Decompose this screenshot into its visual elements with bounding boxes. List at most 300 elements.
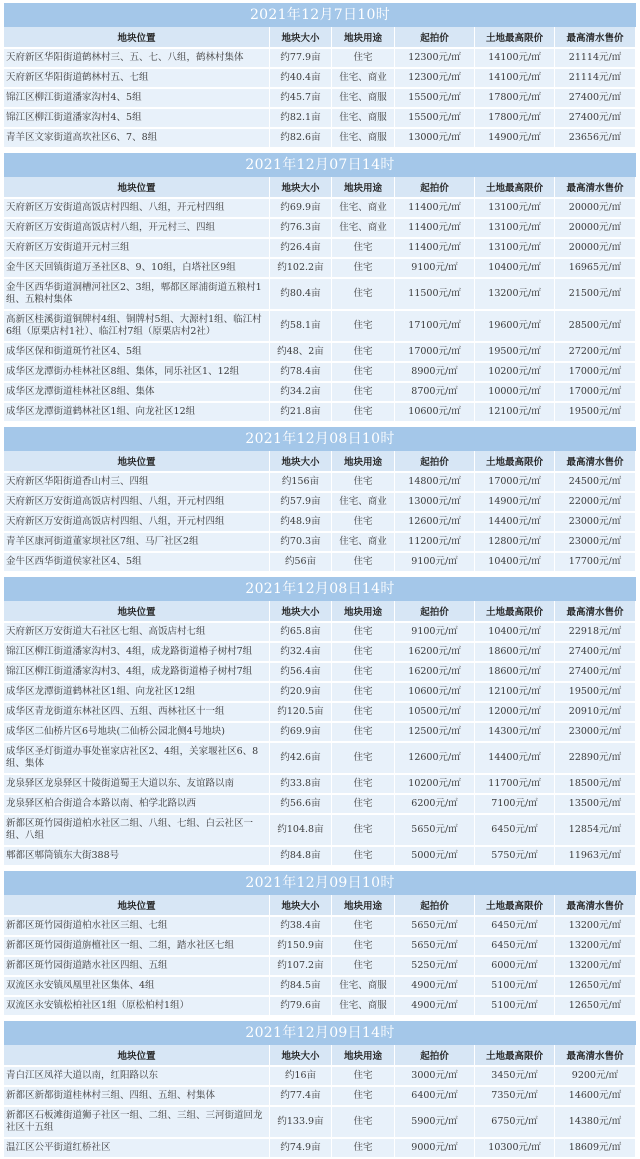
column-header-usage: 地块用途 bbox=[332, 451, 395, 473]
parcel-usage: 住宅 bbox=[332, 553, 395, 573]
table-row bbox=[4, 69, 636, 89]
session-title: 2021年12月07日14时 bbox=[4, 153, 636, 177]
column-header-start-price: 起拍价 bbox=[395, 895, 475, 917]
table-header-row bbox=[4, 27, 636, 49]
parcel-usage: 住宅 bbox=[332, 311, 395, 343]
parcel-usage: 住宅、商服 bbox=[332, 997, 395, 1017]
max-land-price: 7350元/㎡ bbox=[475, 1087, 555, 1107]
start-price: 12600元/㎡ bbox=[395, 513, 475, 533]
parcel-usage: 住宅 bbox=[332, 815, 395, 847]
start-price: 9100元/㎡ bbox=[395, 553, 475, 573]
parcel-usage: 住宅 bbox=[332, 847, 395, 867]
parcel-location: 龙泉驿区龙泉驿区十陵街道蜀王大道以东、友谊路以南 bbox=[4, 775, 270, 795]
land-parcel-table bbox=[4, 601, 636, 867]
parcel-size: 约78.4亩 bbox=[270, 363, 332, 383]
max-sale-price: 13200元/㎡ bbox=[555, 957, 636, 977]
column-header-location: 地块位置 bbox=[4, 895, 270, 917]
session-title: 2021年12月08日10时 bbox=[4, 427, 636, 451]
parcel-location: 天府新区华阳街道鹤林村五、七组 bbox=[4, 69, 270, 89]
start-price: 15500元/㎡ bbox=[395, 109, 475, 129]
parcel-usage: 住宅 bbox=[332, 1139, 395, 1159]
table-row bbox=[4, 957, 636, 977]
max-sale-price: 14380元/㎡ bbox=[555, 1107, 636, 1139]
table-row bbox=[4, 997, 636, 1017]
parcel-usage: 住宅 bbox=[332, 403, 395, 423]
table-row bbox=[4, 977, 636, 997]
parcel-usage: 住宅 bbox=[332, 1067, 395, 1087]
max-land-price: 13100元/㎡ bbox=[475, 219, 555, 239]
max-land-price: 10300元/㎡ bbox=[475, 1139, 555, 1159]
parcel-usage: 住宅 bbox=[332, 343, 395, 363]
parcel-usage: 住宅 bbox=[332, 723, 395, 743]
table-row bbox=[4, 1087, 636, 1107]
column-header-max-land-price: 土地最高限价 bbox=[475, 1045, 555, 1067]
auction-session bbox=[4, 427, 636, 573]
parcel-size: 约26.4亩 bbox=[270, 239, 332, 259]
parcel-usage: 住宅 bbox=[332, 279, 395, 311]
parcel-size: 约33.8亩 bbox=[270, 775, 332, 795]
parcel-usage: 住宅 bbox=[332, 743, 395, 775]
parcel-location: 郫都区郫筒镇东大街388号 bbox=[4, 847, 270, 867]
parcel-size: 约58.1亩 bbox=[270, 311, 332, 343]
max-land-price: 5100元/㎡ bbox=[475, 977, 555, 997]
parcel-size: 约69.9亩 bbox=[270, 723, 332, 743]
max-land-price: 10400元/㎡ bbox=[475, 553, 555, 573]
max-sale-price: 11963元/㎡ bbox=[555, 847, 636, 867]
max-sale-price: 12650元/㎡ bbox=[555, 977, 636, 997]
parcel-usage: 住宅 bbox=[332, 703, 395, 723]
max-land-price: 13100元/㎡ bbox=[475, 239, 555, 259]
start-price: 5650元/㎡ bbox=[395, 917, 475, 937]
parcel-usage: 住宅 bbox=[332, 937, 395, 957]
parcel-location: 成华区二仙桥片区6号地块(二仙桥公园北侧4号地块) bbox=[4, 723, 270, 743]
parcel-size: 约79.6亩 bbox=[270, 997, 332, 1017]
parcel-size: 约48、2亩 bbox=[270, 343, 332, 363]
parcel-size: 约77.4亩 bbox=[270, 1087, 332, 1107]
max-land-price: 14900元/㎡ bbox=[475, 129, 555, 149]
parcel-size: 约32.4亩 bbox=[270, 643, 332, 663]
max-sale-price: 18500元/㎡ bbox=[555, 775, 636, 795]
max-land-price: 18600元/㎡ bbox=[475, 643, 555, 663]
table-row bbox=[4, 553, 636, 573]
land-parcel-table bbox=[4, 177, 636, 423]
max-land-price: 6750元/㎡ bbox=[475, 1107, 555, 1139]
column-header-max-sale-price: 最高清水售价 bbox=[555, 895, 636, 917]
start-price: 11400元/㎡ bbox=[395, 239, 475, 259]
column-header-size: 地块大小 bbox=[270, 177, 332, 199]
parcel-size: 约84.8亩 bbox=[270, 847, 332, 867]
parcel-size: 约77.9亩 bbox=[270, 49, 332, 69]
table-row bbox=[4, 199, 636, 219]
start-price: 10600元/㎡ bbox=[395, 683, 475, 703]
table-row bbox=[4, 259, 636, 279]
parcel-size: 约56.6亩 bbox=[270, 795, 332, 815]
table-row bbox=[4, 775, 636, 795]
parcel-size: 约45.7亩 bbox=[270, 89, 332, 109]
start-price: 9000元/㎡ bbox=[395, 1139, 475, 1159]
table-row bbox=[4, 815, 636, 847]
max-sale-price: 12650元/㎡ bbox=[555, 997, 636, 1017]
column-header-max-land-price: 土地最高限价 bbox=[475, 27, 555, 49]
table-header-row bbox=[4, 1045, 636, 1067]
parcel-location: 金牛区西华街道侯家社区4、5组 bbox=[4, 553, 270, 573]
max-land-price: 6450元/㎡ bbox=[475, 815, 555, 847]
parcel-usage: 住宅、商服 bbox=[332, 109, 395, 129]
column-header-usage: 地块用途 bbox=[332, 27, 395, 49]
max-sale-price: 27200元/㎡ bbox=[555, 343, 636, 363]
max-land-price: 14300元/㎡ bbox=[475, 723, 555, 743]
max-sale-price: 13500元/㎡ bbox=[555, 795, 636, 815]
session-title: 2021年12月7日10时 bbox=[4, 3, 636, 27]
start-price: 14800元/㎡ bbox=[395, 473, 475, 493]
parcel-usage: 住宅、商服 bbox=[332, 129, 395, 149]
column-header-size: 地块大小 bbox=[270, 451, 332, 473]
parcel-location: 高新区桂溪街道铜牌村4组、铜牌村5组、大源村1组、临江村6组（原栗店村1社）、临江村7组（原栗店村2社） bbox=[4, 311, 270, 343]
column-header-start-price: 起拍价 bbox=[395, 451, 475, 473]
parcel-size: 约120.5亩 bbox=[270, 703, 332, 723]
parcel-location: 金牛区天回镇街道万圣社区8、9、10组，白塔社区9组 bbox=[4, 259, 270, 279]
auction-session bbox=[4, 3, 636, 149]
parcel-usage: 住宅 bbox=[332, 1087, 395, 1107]
start-price: 10500元/㎡ bbox=[395, 703, 475, 723]
max-land-price: 17800元/㎡ bbox=[475, 89, 555, 109]
table-row bbox=[4, 1139, 636, 1159]
parcel-size: 约34.2亩 bbox=[270, 383, 332, 403]
parcel-usage: 住宅 bbox=[332, 775, 395, 795]
max-sale-price: 18609元/㎡ bbox=[555, 1139, 636, 1159]
start-price: 9100元/㎡ bbox=[395, 259, 475, 279]
column-header-size: 地块大小 bbox=[270, 601, 332, 623]
parcel-location: 成华区青龙街道东林社区四、五组、西林社区十一组 bbox=[4, 703, 270, 723]
parcel-location: 天府新区万安街道高饭店村八组，开元村三、四组 bbox=[4, 219, 270, 239]
max-sale-price: 28500元/㎡ bbox=[555, 311, 636, 343]
parcel-size: 约84.5亩 bbox=[270, 977, 332, 997]
start-price: 5250元/㎡ bbox=[395, 957, 475, 977]
max-land-price: 13200元/㎡ bbox=[475, 279, 555, 311]
start-price: 12300元/㎡ bbox=[395, 69, 475, 89]
max-sale-price: 20910元/㎡ bbox=[555, 703, 636, 723]
parcel-usage: 住宅、商服 bbox=[332, 89, 395, 109]
max-land-price: 6450元/㎡ bbox=[475, 917, 555, 937]
start-price: 17100元/㎡ bbox=[395, 311, 475, 343]
start-price: 13000元/㎡ bbox=[395, 493, 475, 513]
parcel-location: 锦江区柳江街道潘家沟村3、4组，成龙路街道椿子树村7组 bbox=[4, 663, 270, 683]
parcel-size: 约42.6亩 bbox=[270, 743, 332, 775]
parcel-usage: 住宅 bbox=[332, 663, 395, 683]
parcel-location: 天府新区万安街道高饭店村四组、八组，开元村四组 bbox=[4, 493, 270, 513]
auction-session bbox=[4, 1021, 636, 1159]
start-price: 6200元/㎡ bbox=[395, 795, 475, 815]
land-parcel-table bbox=[4, 27, 636, 149]
start-price: 11200元/㎡ bbox=[395, 533, 475, 553]
column-header-usage: 地块用途 bbox=[332, 601, 395, 623]
parcel-location: 成华区龙潭街道鹤林社区1组、向龙社区12组 bbox=[4, 683, 270, 703]
table-row bbox=[4, 1067, 636, 1087]
column-header-location: 地块位置 bbox=[4, 1045, 270, 1067]
start-price: 3000元/㎡ bbox=[395, 1067, 475, 1087]
parcel-size: 约48.9亩 bbox=[270, 513, 332, 533]
max-sale-price: 22890元/㎡ bbox=[555, 743, 636, 775]
column-header-usage: 地块用途 bbox=[332, 895, 395, 917]
table-row bbox=[4, 1107, 636, 1139]
parcel-size: 约133.9亩 bbox=[270, 1107, 332, 1139]
start-price: 12300元/㎡ bbox=[395, 49, 475, 69]
column-header-max-land-price: 土地最高限价 bbox=[475, 177, 555, 199]
column-header-max-sale-price: 最高清水售价 bbox=[555, 601, 636, 623]
max-sale-price: 16965元/㎡ bbox=[555, 259, 636, 279]
start-price: 4900元/㎡ bbox=[395, 977, 475, 997]
table-row bbox=[4, 49, 636, 69]
max-sale-price: 20000元/㎡ bbox=[555, 239, 636, 259]
max-land-price: 12100元/㎡ bbox=[475, 403, 555, 423]
parcel-usage: 住宅、商业 bbox=[332, 533, 395, 553]
column-header-location: 地块位置 bbox=[4, 451, 270, 473]
auction-session bbox=[4, 577, 636, 867]
table-row bbox=[4, 847, 636, 867]
auction-session bbox=[4, 871, 636, 1017]
parcel-location: 金牛区西华街道洞槽河社区2、3组，郫都区犀浦街道五粮村1组、五粮村集体 bbox=[4, 279, 270, 311]
max-sale-price: 27400元/㎡ bbox=[555, 643, 636, 663]
table-row bbox=[4, 795, 636, 815]
max-land-price: 17800元/㎡ bbox=[475, 109, 555, 129]
table-row bbox=[4, 219, 636, 239]
start-price: 9100元/㎡ bbox=[395, 623, 475, 643]
table-row bbox=[4, 723, 636, 743]
column-header-max-sale-price: 最高清水售价 bbox=[555, 451, 636, 473]
table-row bbox=[4, 343, 636, 363]
column-header-location: 地块位置 bbox=[4, 601, 270, 623]
parcel-usage: 住宅、商业 bbox=[332, 199, 395, 219]
max-sale-price: 13200元/㎡ bbox=[555, 937, 636, 957]
parcel-size: 约21.8亩 bbox=[270, 403, 332, 423]
parcel-usage: 住宅 bbox=[332, 239, 395, 259]
land-parcel-table bbox=[4, 451, 636, 573]
max-sale-price: 23000元/㎡ bbox=[555, 533, 636, 553]
table-row bbox=[4, 533, 636, 553]
max-sale-price: 21114元/㎡ bbox=[555, 49, 636, 69]
parcel-usage: 住宅 bbox=[332, 49, 395, 69]
parcel-size: 约56.4亩 bbox=[270, 663, 332, 683]
column-header-start-price: 起拍价 bbox=[395, 601, 475, 623]
parcel-size: 约107.2亩 bbox=[270, 957, 332, 977]
max-land-price: 12100元/㎡ bbox=[475, 683, 555, 703]
parcel-usage: 住宅、商业 bbox=[332, 69, 395, 89]
parcel-location: 天府新区万安街道开元村三组 bbox=[4, 239, 270, 259]
column-header-location: 地块位置 bbox=[4, 177, 270, 199]
max-sale-price: 27400元/㎡ bbox=[555, 663, 636, 683]
start-price: 15500元/㎡ bbox=[395, 89, 475, 109]
max-land-price: 19600元/㎡ bbox=[475, 311, 555, 343]
max-land-price: 12800元/㎡ bbox=[475, 533, 555, 553]
max-land-price: 5750元/㎡ bbox=[475, 847, 555, 867]
max-land-price: 6000元/㎡ bbox=[475, 957, 555, 977]
parcel-size: 约82.1亩 bbox=[270, 109, 332, 129]
parcel-usage: 住宅 bbox=[332, 363, 395, 383]
table-row bbox=[4, 917, 636, 937]
start-price: 8900元/㎡ bbox=[395, 363, 475, 383]
parcel-size: 约150.9亩 bbox=[270, 937, 332, 957]
parcel-location: 锦江区柳江街道潘家沟村4、5组 bbox=[4, 109, 270, 129]
max-sale-price: 17000元/㎡ bbox=[555, 383, 636, 403]
start-price: 16200元/㎡ bbox=[395, 643, 475, 663]
parcel-usage: 住宅 bbox=[332, 683, 395, 703]
max-land-price: 12000元/㎡ bbox=[475, 703, 555, 723]
parcel-location: 温江区公平街道红桥社区 bbox=[4, 1139, 270, 1159]
parcel-usage: 住宅 bbox=[332, 1107, 395, 1139]
parcel-location: 新都区斑竹园街道旃檀社区一组、二组，踏水社区七组 bbox=[4, 937, 270, 957]
table-row bbox=[4, 239, 636, 259]
parcel-usage: 住宅 bbox=[332, 513, 395, 533]
column-header-size: 地块大小 bbox=[270, 1045, 332, 1067]
session-title: 2021年12月09日14时 bbox=[4, 1021, 636, 1045]
max-sale-price: 22918元/㎡ bbox=[555, 623, 636, 643]
parcel-size: 约76.3亩 bbox=[270, 219, 332, 239]
table-row bbox=[4, 683, 636, 703]
parcel-size: 约69.9亩 bbox=[270, 199, 332, 219]
parcel-size: 约20.9亩 bbox=[270, 683, 332, 703]
parcel-size: 约156亩 bbox=[270, 473, 332, 493]
max-land-price: 14400元/㎡ bbox=[475, 743, 555, 775]
start-price: 8700元/㎡ bbox=[395, 383, 475, 403]
column-header-usage: 地块用途 bbox=[332, 177, 395, 199]
table-row bbox=[4, 623, 636, 643]
table-row bbox=[4, 663, 636, 683]
start-price: 11500元/㎡ bbox=[395, 279, 475, 311]
parcel-usage: 住宅 bbox=[332, 623, 395, 643]
parcel-size: 约102.2亩 bbox=[270, 259, 332, 279]
parcel-usage: 住宅 bbox=[332, 957, 395, 977]
table-row bbox=[4, 513, 636, 533]
max-sale-price: 20000元/㎡ bbox=[555, 219, 636, 239]
parcel-location: 天府新区万安街道大石社区七组、高饭店村七组 bbox=[4, 623, 270, 643]
table-row bbox=[4, 89, 636, 109]
column-header-start-price: 起拍价 bbox=[395, 177, 475, 199]
parcel-size: 约74.9亩 bbox=[270, 1139, 332, 1159]
max-land-price: 10400元/㎡ bbox=[475, 259, 555, 279]
max-sale-price: 21500元/㎡ bbox=[555, 279, 636, 311]
parcel-location: 天府新区华阳街道香山村三、四组 bbox=[4, 473, 270, 493]
parcel-usage: 住宅 bbox=[332, 917, 395, 937]
parcel-size: 约16亩 bbox=[270, 1067, 332, 1087]
parcel-size: 约65.8亩 bbox=[270, 623, 332, 643]
max-land-price: 11700元/㎡ bbox=[475, 775, 555, 795]
parcel-location: 锦江区柳江街道潘家沟村3、4组，成龙路街道椿子树村7组 bbox=[4, 643, 270, 663]
table-row bbox=[4, 937, 636, 957]
parcel-location: 新都区斑竹园街道柏水社区二组、八组、七组、白云社区一组、八组 bbox=[4, 815, 270, 847]
parcel-usage: 住宅、商业 bbox=[332, 219, 395, 239]
parcel-location: 新都区斑竹园街道踏水社区四组、五组 bbox=[4, 957, 270, 977]
parcel-usage: 住宅、商业 bbox=[332, 493, 395, 513]
parcel-location: 天府新区万安街道高饭店村四组、八组，开元村四组 bbox=[4, 199, 270, 219]
parcel-size: 约104.8亩 bbox=[270, 815, 332, 847]
parcel-size: 约40.4亩 bbox=[270, 69, 332, 89]
table-row bbox=[4, 403, 636, 423]
parcel-location: 双流区永安镇凤凰里社区集体、4组 bbox=[4, 977, 270, 997]
table-row bbox=[4, 743, 636, 775]
parcel-size: 约56亩 bbox=[270, 553, 332, 573]
start-price: 5900元/㎡ bbox=[395, 1107, 475, 1139]
max-sale-price: 23000元/㎡ bbox=[555, 513, 636, 533]
column-header-size: 地块大小 bbox=[270, 895, 332, 917]
start-price: 5000元/㎡ bbox=[395, 847, 475, 867]
max-land-price: 10200元/㎡ bbox=[475, 363, 555, 383]
parcel-location: 成华区龙潭街道鹤林社区1组、向龙社区12组 bbox=[4, 403, 270, 423]
start-price: 16200元/㎡ bbox=[395, 663, 475, 683]
table-row bbox=[4, 383, 636, 403]
parcel-location: 新都区石板滩街道狮子社区一组、二组、三组、三河街道回龙社区十五组 bbox=[4, 1107, 270, 1139]
max-land-price: 14400元/㎡ bbox=[475, 513, 555, 533]
max-land-price: 14100元/㎡ bbox=[475, 49, 555, 69]
column-header-start-price: 起拍价 bbox=[395, 1045, 475, 1067]
max-land-price: 5100元/㎡ bbox=[475, 997, 555, 1017]
start-price: 17000元/㎡ bbox=[395, 343, 475, 363]
auction-session bbox=[4, 153, 636, 423]
max-sale-price: 27400元/㎡ bbox=[555, 109, 636, 129]
parcel-location: 龙泉驿区柏合街道合本路以南、柏学北路以西 bbox=[4, 795, 270, 815]
start-price: 5650元/㎡ bbox=[395, 815, 475, 847]
max-sale-price: 14600元/㎡ bbox=[555, 1087, 636, 1107]
parcel-location: 成华区龙潭街道桂林社区8组、集体 bbox=[4, 383, 270, 403]
table-row bbox=[4, 363, 636, 383]
max-sale-price: 22000元/㎡ bbox=[555, 493, 636, 513]
session-title: 2021年12月08日14时 bbox=[4, 577, 636, 601]
max-sale-price: 21114元/㎡ bbox=[555, 69, 636, 89]
table-row bbox=[4, 129, 636, 149]
table-row bbox=[4, 279, 636, 311]
parcel-usage: 住宅、商服 bbox=[332, 977, 395, 997]
table-header-row bbox=[4, 601, 636, 623]
parcel-usage: 住宅 bbox=[332, 383, 395, 403]
parcel-size: 约82.6亩 bbox=[270, 129, 332, 149]
start-price: 10200元/㎡ bbox=[395, 775, 475, 795]
parcel-location: 成华区龙潭街办桂林社区8组、集体，同乐社区1、12组 bbox=[4, 363, 270, 383]
table-row bbox=[4, 311, 636, 343]
parcel-location: 新都区新都街道桂林村三组、四组、五组、村集体 bbox=[4, 1087, 270, 1107]
max-land-price: 17000元/㎡ bbox=[475, 473, 555, 493]
start-price: 10600元/㎡ bbox=[395, 403, 475, 423]
max-sale-price: 13200元/㎡ bbox=[555, 917, 636, 937]
max-land-price: 6450元/㎡ bbox=[475, 937, 555, 957]
parcel-usage: 住宅 bbox=[332, 259, 395, 279]
max-sale-price: 19500元/㎡ bbox=[555, 683, 636, 703]
column-header-max-land-price: 土地最高限价 bbox=[475, 601, 555, 623]
max-sale-price: 27400元/㎡ bbox=[555, 89, 636, 109]
column-header-max-land-price: 土地最高限价 bbox=[475, 895, 555, 917]
column-header-location: 地块位置 bbox=[4, 27, 270, 49]
max-sale-price: 9200元/㎡ bbox=[555, 1067, 636, 1087]
column-header-max-sale-price: 最高清水售价 bbox=[555, 177, 636, 199]
start-price: 12600元/㎡ bbox=[395, 743, 475, 775]
land-parcel-table bbox=[4, 895, 636, 1017]
max-land-price: 7100元/㎡ bbox=[475, 795, 555, 815]
parcel-location: 天府新区万安街道高饭店村四组、八组，开元村四组 bbox=[4, 513, 270, 533]
max-land-price: 13100元/㎡ bbox=[475, 199, 555, 219]
parcel-location: 青白江区凤祥大道以南，红阳路以东 bbox=[4, 1067, 270, 1087]
max-land-price: 10000元/㎡ bbox=[475, 383, 555, 403]
table-row bbox=[4, 473, 636, 493]
parcel-size: 约80.4亩 bbox=[270, 279, 332, 311]
start-price: 11400元/㎡ bbox=[395, 219, 475, 239]
table-row bbox=[4, 703, 636, 723]
max-sale-price: 24500元/㎡ bbox=[555, 473, 636, 493]
parcel-location: 成华区圣灯街道办事处崔家店社区2、4组，关家堰社区6、8组、集体 bbox=[4, 743, 270, 775]
parcel-usage: 住宅 bbox=[332, 795, 395, 815]
parcel-location: 青羊区文家街道高坎社区6、7、8组 bbox=[4, 129, 270, 149]
start-price: 4900元/㎡ bbox=[395, 997, 475, 1017]
parcel-location: 锦江区柳江街道潘家沟村4、5组 bbox=[4, 89, 270, 109]
table-header-row bbox=[4, 895, 636, 917]
table-row bbox=[4, 643, 636, 663]
